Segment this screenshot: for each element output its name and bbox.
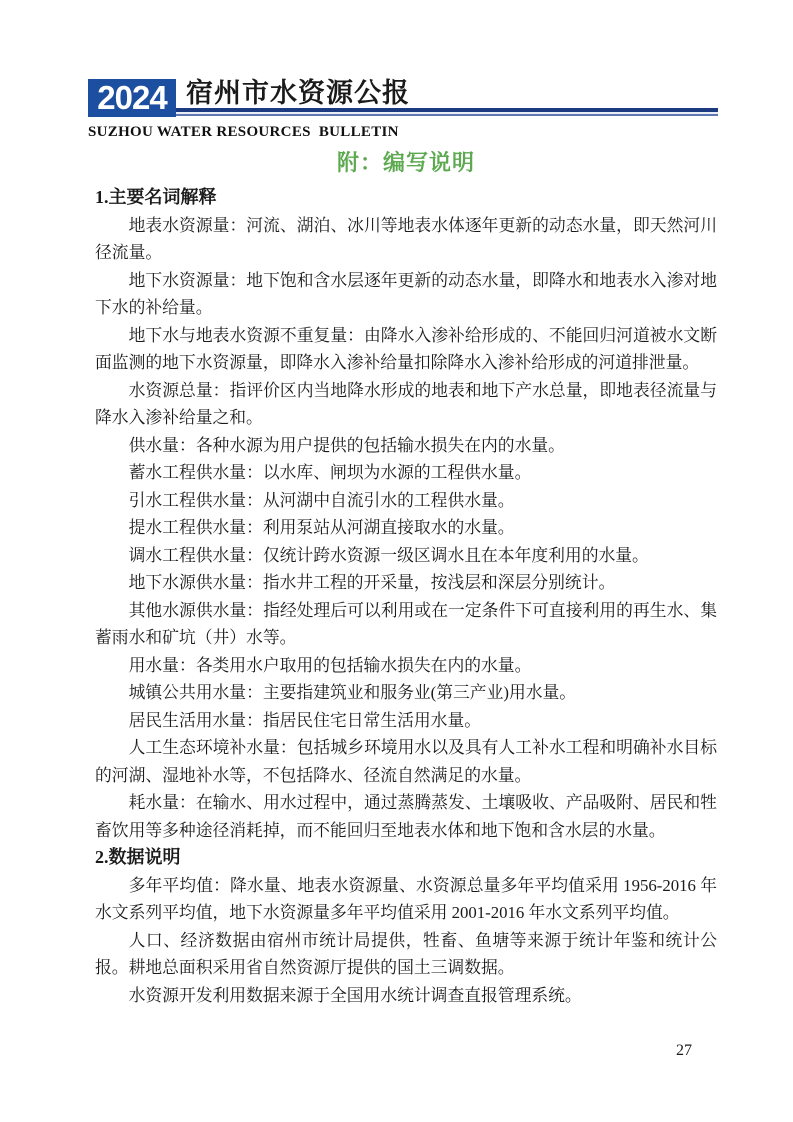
bulletin-header: [88, 79, 718, 141]
page-number: 27: [676, 1042, 692, 1059]
definition-paragraph: 地下水源供水量：指水井工程的开采量，按浅层和深层分别统计。: [128, 573, 616, 592]
definition-paragraph: 城镇公共用水量：主要指建筑业和服务业(第三产业)用水量。: [128, 683, 577, 702]
definition-paragraph: 其他水源供水量：指经处理后可以利用或在一定条件下可直接利用的再生水、集蓄雨水和矿坑（井）水等。: [95, 600, 717, 647]
data-note-paragraph: 人口、经济数据由宿州市统计局提供，牲畜、鱼塘等来源于统计年鉴和统计公报。耕地总面积采用省自然资源厅提供的国土三调数据。: [95, 930, 717, 977]
definition-paragraph: 蓄水工程供水量：以水库、闸坝为水源的工程供水量。: [128, 463, 532, 482]
year-badge: 2024: [88, 79, 176, 117]
definition-paragraph: 地表水资源量：河流、湖泊、冰川等地表水体逐年更新的动态水量，即天然河川径流量。: [95, 215, 717, 262]
definition-paragraph: 提水工程供水量：利用泵站从河湖直接取水的水量。: [128, 518, 515, 537]
section-heading-data-notes: 2.数据说明: [95, 847, 181, 867]
definition-paragraph: 地下水与地表水资源不重复量：由降水入渗补给形成的、不能回归河道被水文断面监测的地下水资源量，即降水入渗补给量扣除降水入渗补给形成的河道排泄量。: [95, 325, 717, 372]
header-double-rule: [176, 108, 718, 117]
definition-paragraph: 人工生态环境补水量：包括城乡环境用水以及具有人工补水工程和明确补水目标的河湖、湿地补水等，不包括降水、径流自然满足的水量。: [95, 738, 717, 785]
definition-paragraph: 调水工程供水量：仅统计跨水资源一级区调水且在本年度利用的水量。: [128, 545, 649, 565]
document-content: [95, 184, 717, 1009]
definition-paragraph: 供水量：各种水源为用户提供的包括输水损失在内的水量。: [128, 435, 565, 455]
data-note-paragraph: 水资源开发利用数据来源于全国用水统计调查直报管理系统。: [128, 985, 582, 1005]
definition-paragraph: 水资源总量：指评价区内当地降水形成的地表和地下产水总量，即地表径流量与降水入渗补给量之和。: [95, 380, 717, 427]
definition-paragraph: 地下水资源量：地下饱和含水层逐年更新的动态水量，即降水和地表水入渗对地下水的补给量。: [95, 270, 717, 317]
bulletin-title-english: SUZHOU WATER RESOURCES BULLETIN: [88, 124, 399, 140]
appendix-heading: 附：编写说明: [336, 150, 475, 175]
section-heading-terms: 1.主要名词解释: [95, 187, 217, 207]
bulletin-title-chinese: 宿州市水资源公报: [186, 78, 410, 108]
bulletin-header-row: [88, 79, 718, 117]
data-note-paragraph: 多年平均值：降水量、地表水资源量、水资源总量多年平均值采用 1956-2016 年水文系列平均值，地下水资源量多年平均值采用 2001-2016 年水文系列平均值。: [95, 875, 717, 922]
definition-paragraph: 耗水量：在输水、用水过程中，通过蒸腾蒸发、土壤吸收、产品吸附、居民和牲畜饮用等多种途径消耗掉，而不能回归至地表水体和地下饱和含水层的水量。: [95, 793, 717, 840]
definition-paragraph: 居民生活用水量：指居民住宅日常生活用水量。: [128, 710, 482, 730]
definition-paragraph: 引水工程供水量：从河湖中自流引水的工程供水量。: [128, 490, 515, 510]
title-area: [176, 79, 718, 117]
definition-paragraph: 用水量：各类用水户取用的包括输水损失在内的水量。: [128, 655, 532, 675]
